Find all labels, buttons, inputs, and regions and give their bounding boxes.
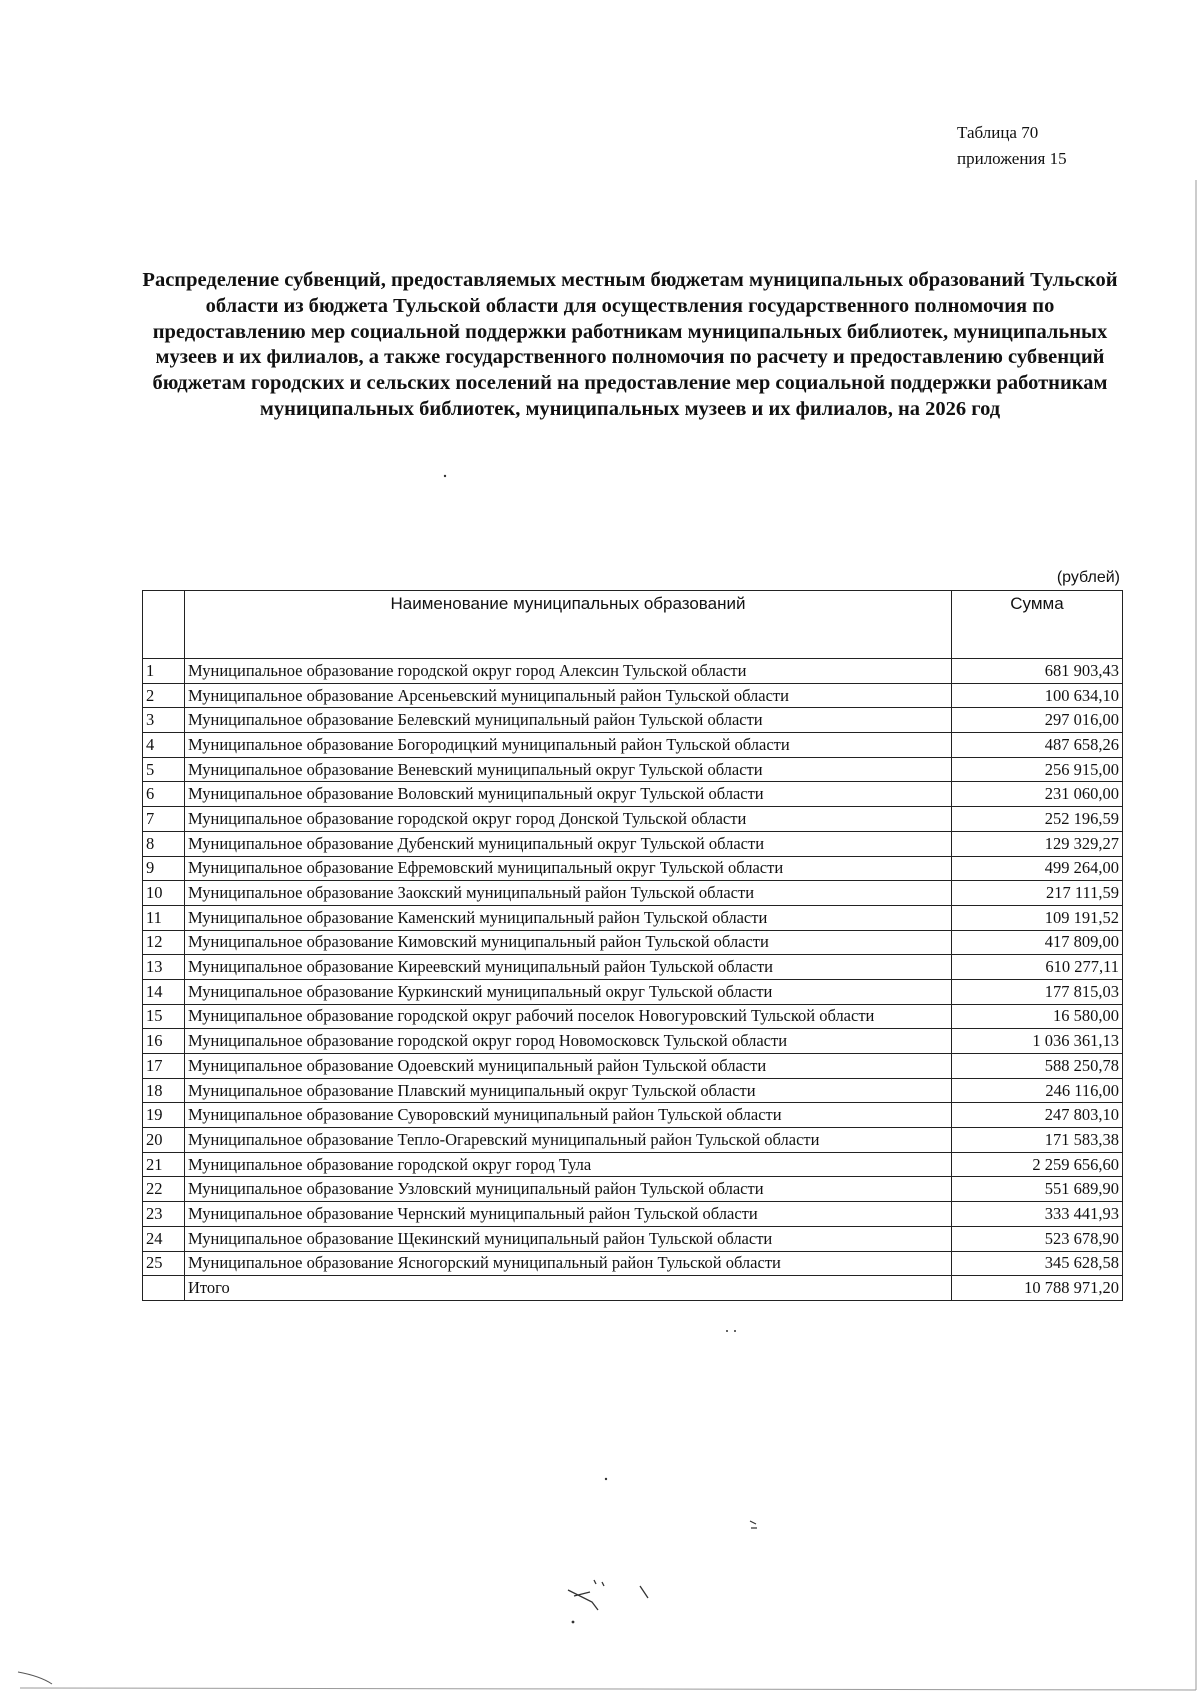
row-name: Муниципальное образование городской округ город Алексин Тульской области	[185, 659, 952, 684]
row-name: Муниципальное образование Узловский муниципальный район Тульской области	[185, 1177, 952, 1202]
row-sum: 588 250,78	[952, 1054, 1123, 1079]
row-name: Муниципальное образование Дубенский муниципальный округ Тульской области	[185, 831, 952, 856]
row-number: 20	[143, 1128, 185, 1153]
total-sum: 10 788 971,20	[952, 1276, 1123, 1301]
document-title: Распределение субвенций, предоставляемых местным бюджетам муниципальных образований Тульской области из бюджета Тульской области для осуществления государственного полномочия по предоставлению мер социальной поддержки работникам муниципальных библиотек, муниципальных музеев и их филиалов, а также государственного полномочия по расчету и предоставлению субвенций бюджетам городских и сельских поселений на предоставление мер социальной поддержки работникам муниципальных библиотек, муниципальных музеев и их филиалов, на 2026 год	[142, 269, 1118, 420]
row-number: 24	[143, 1226, 185, 1251]
scan-edge-bottom	[20, 1688, 1196, 1690]
row-sum: 333 441,93	[952, 1202, 1123, 1227]
row-sum: 177 815,03	[952, 979, 1123, 1004]
row-sum: 523 678,90	[952, 1226, 1123, 1251]
scan-speck	[605, 1478, 607, 1480]
row-name: Муниципальное образование Воловский муниципальный округ Тульской области	[185, 782, 952, 807]
row-sum: 171 583,38	[952, 1128, 1123, 1153]
scan-speck	[726, 1330, 728, 1332]
row-name: Муниципальное образование Плавский муниципальный округ Тульской области	[185, 1078, 952, 1103]
row-sum: 246 116,00	[952, 1078, 1123, 1103]
row-number: 22	[143, 1177, 185, 1202]
row-name: Муниципальное образование Одоевский муниципальный район Тульской области	[185, 1054, 952, 1079]
row-sum: 345 628,58	[952, 1251, 1123, 1276]
row-number: 11	[143, 905, 185, 930]
row-sum: 610 277,11	[952, 955, 1123, 980]
row-sum: 100 634,10	[952, 683, 1123, 708]
scan-speck	[572, 1621, 575, 1624]
row-sum: 16 580,00	[952, 1004, 1123, 1029]
scan-speck	[444, 475, 446, 477]
table-number: Таблица 70	[957, 123, 1039, 142]
row-sum: 252 196,59	[952, 807, 1123, 832]
row-name: Муниципальное образование Тепло-Огаревский муниципальный район Тульской области	[185, 1128, 952, 1153]
row-number: 5	[143, 757, 185, 782]
units-label: (рублей)	[1056, 569, 1120, 586]
row-number: 25	[143, 1251, 185, 1276]
row-number: 17	[143, 1054, 185, 1079]
row-number: 6	[143, 782, 185, 807]
row-name: Муниципальное образование Чернский муниципальный район Тульской области	[185, 1202, 952, 1227]
row-number: 8	[143, 831, 185, 856]
row-name: Муниципальное образование Богородицкий муниципальный район Тульской области	[185, 733, 952, 758]
header-name: Наименование муниципальных образований	[185, 591, 952, 659]
scan-speck	[734, 1330, 736, 1332]
row-name: Муниципальное образование Киреевский муниципальный район Тульской области	[185, 955, 952, 980]
row-number: 10	[143, 881, 185, 906]
row-sum: 681 903,43	[952, 659, 1123, 684]
row-number: 15	[143, 1004, 185, 1029]
row-sum: 499 264,00	[952, 856, 1123, 881]
row-number: 18	[143, 1078, 185, 1103]
row-name: Муниципальное образование Белевский муниципальный район Тульской области	[185, 708, 952, 733]
row-name: Муниципальное образование Куркинский муниципальный округ Тульской области	[185, 979, 952, 1004]
row-name: Муниципальное образование Щекинский муниципальный район Тульской области	[185, 1226, 952, 1251]
row-name: Муниципальное образование Кимовский муниципальный район Тульской области	[185, 930, 952, 955]
row-number: 19	[143, 1103, 185, 1128]
total-label: Итого	[185, 1276, 952, 1301]
header-sum: Сумма	[952, 591, 1123, 659]
row-number: 1	[143, 659, 185, 684]
row-name: Муниципальное образование городской округ город Донской Тульской области	[185, 807, 952, 832]
row-sum: 217 111,59	[952, 881, 1123, 906]
scan-scribble	[568, 1580, 648, 1610]
scan-mark-corner	[18, 1672, 52, 1684]
row-number: 14	[143, 979, 185, 1004]
row-sum: 247 803,10	[952, 1103, 1123, 1128]
row-sum: 551 689,90	[952, 1177, 1123, 1202]
row-name: Муниципальное образование Веневский муниципальный округ Тульской области	[185, 757, 952, 782]
row-number: 9	[143, 856, 185, 881]
row-number: 3	[143, 708, 185, 733]
row-sum: 417 809,00	[952, 930, 1123, 955]
row-number: 2	[143, 683, 185, 708]
row-sum: 109 191,52	[952, 905, 1123, 930]
row-name: Муниципальное образование Каменский муниципальный район Тульской области	[185, 905, 952, 930]
row-number: 23	[143, 1202, 185, 1227]
row-sum: 487 658,26	[952, 733, 1123, 758]
row-name: Муниципальное образование городской округ город Тула	[185, 1152, 952, 1177]
row-sum: 2 259 656,60	[952, 1152, 1123, 1177]
row-name: Муниципальное образование городской округ рабочий поселок Новогуровский Тульской области	[185, 1004, 952, 1029]
appendix-number: приложения 15	[957, 149, 1067, 168]
row-sum: 129 329,27	[952, 831, 1123, 856]
row-sum: 297 016,00	[952, 708, 1123, 733]
row-number: 7	[143, 807, 185, 832]
row-name: Муниципальное образование Заокский муниципальный район Тульской области	[185, 881, 952, 906]
row-name: Муниципальное образование Ясногорский муниципальный район Тульской области	[185, 1251, 952, 1276]
row-number: 13	[143, 955, 185, 980]
row-sum: 1 036 361,13	[952, 1029, 1123, 1054]
row-sum: 231 060,00	[952, 782, 1123, 807]
row-name: Муниципальное образование Ефремовский муниципальный округ Тульской области	[185, 856, 952, 881]
row-sum: 256 915,00	[952, 757, 1123, 782]
row-number: 21	[143, 1152, 185, 1177]
row-name: Муниципальное образование Суворовский муниципальный район Тульской области	[185, 1103, 952, 1128]
scan-speck	[750, 1521, 757, 1528]
row-name: Муниципальное образование Арсеньевский муниципальный район Тульской области	[185, 683, 952, 708]
row-number: 12	[143, 930, 185, 955]
row-name: Муниципальное образование городской округ город Новомосковск Тульской области	[185, 1029, 952, 1054]
row-number: 4	[143, 733, 185, 758]
row-number: 16	[143, 1029, 185, 1054]
